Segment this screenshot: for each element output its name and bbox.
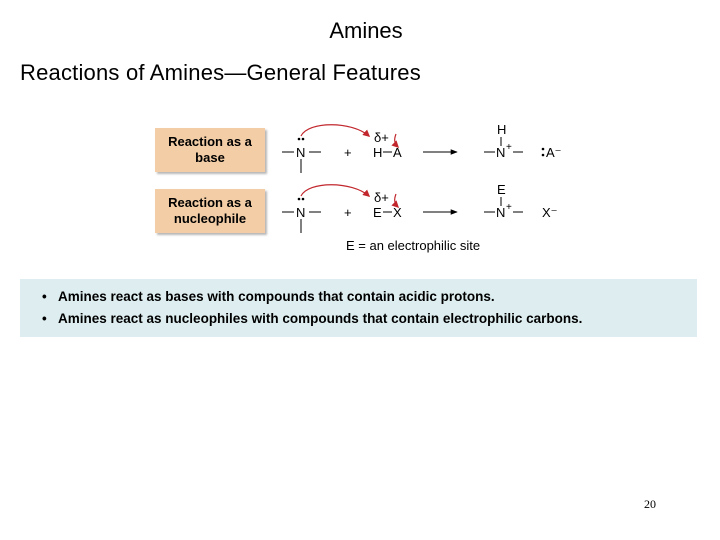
nucleophile-box-line-2: nucleophile	[173, 211, 247, 226]
curved-arrow	[301, 125, 369, 136]
electrophile-note: E = an electrophilic site	[346, 238, 481, 253]
product-nitrogen: N	[496, 205, 506, 220]
bullet-text: Amines react as bases with compounds that contain acidic protons.	[58, 289, 495, 304]
counter-ion: X⁻	[542, 205, 558, 220]
base-box-line-2: base	[195, 150, 225, 165]
bullet-text: Amines react as nucleophiles with compounds that contain electrophilic carbons.	[58, 311, 583, 326]
plus-sign: +	[344, 145, 352, 160]
ammonium-product	[484, 122, 523, 160]
bullet-dot: •	[42, 289, 47, 304]
delta-plus: δ+	[374, 130, 389, 145]
slide-heading: Reactions of Amines—General Features	[20, 60, 421, 85]
positive-charge: +	[506, 142, 512, 153]
plus-sign: +	[344, 205, 352, 220]
product-substituent: E	[497, 182, 506, 197]
amine-reactant	[282, 198, 321, 233]
acid-conjugate-base: A	[393, 145, 402, 160]
reaction-as-nucleophile-box	[155, 189, 265, 233]
reaction-scheme	[270, 115, 570, 240]
page-number: 20	[644, 497, 656, 511]
counter-ion: A⁻	[546, 145, 562, 160]
base-reaction-row	[282, 122, 562, 173]
amine-reactant	[282, 138, 321, 173]
nucleophile-box-line-1: Reaction as a	[168, 195, 252, 210]
amine-nitrogen: N	[296, 145, 306, 160]
base-box-line-1: Reaction as a	[168, 134, 252, 149]
summary-bullets	[20, 279, 697, 337]
slide-title: Amines	[329, 18, 403, 43]
ammonium-product	[484, 182, 523, 220]
delta-plus: δ+	[374, 190, 389, 205]
product-substituent: H	[497, 122, 507, 137]
electrophile-site: E	[373, 205, 382, 220]
amine-nitrogen: N	[296, 205, 306, 220]
bullet-dot: •	[42, 311, 47, 326]
positive-charge: +	[506, 202, 512, 213]
product-nitrogen: N	[496, 145, 506, 160]
curved-arrow	[301, 185, 369, 196]
nucleophile-reaction-row	[282, 182, 558, 233]
leaving-group: X	[393, 205, 402, 220]
acid-hydrogen: H	[373, 145, 383, 160]
reaction-as-base-box	[155, 128, 265, 172]
